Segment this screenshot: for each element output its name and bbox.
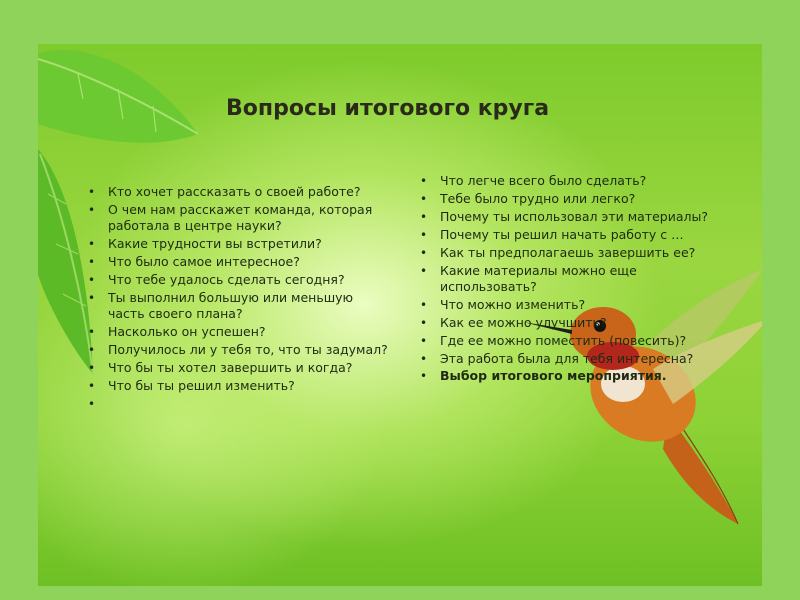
bullet-icon: • [88, 255, 96, 270]
bullet-icon: • [88, 273, 96, 288]
bullet-icon: • [420, 297, 428, 312]
list-item: • Где ее можно поместить (повесить)? [420, 332, 687, 348]
list-item: • Как ее можно улучшить? [420, 314, 607, 330]
bullet-icon: • [88, 325, 96, 340]
list-item: • Что можно изменить? [420, 296, 586, 312]
bullet-icon: • [420, 315, 428, 330]
list-item: • Какие трудности вы встретили? [88, 236, 322, 252]
list-item: • Кто хочет рассказать о своей работе? [88, 184, 361, 199]
bullet-icon: • [420, 369, 428, 384]
bullet-icon: • [420, 333, 428, 348]
list-item: • Насколько он успешен? [88, 324, 266, 340]
bullet-icon: • [420, 351, 428, 366]
bullet-icon: • [420, 263, 428, 278]
bullet-icon: • [88, 343, 96, 358]
list-item: • Ты выполнил большую или меньшую часть своего плана? [88, 289, 354, 322]
bullet-icon: • [420, 245, 428, 260]
list-item: • Эта работа была для тебя интересна? [420, 350, 694, 366]
left-question-list [88, 184, 388, 411]
list-item: • Почему ты решил начать работу с … [420, 226, 684, 242]
bullet-icon: • [420, 209, 428, 224]
bullet-icon: • [88, 202, 96, 217]
slide-title: Вопросы итогового круга [226, 96, 550, 121]
list-item: • Что бы ты решил изменить? [88, 377, 295, 393]
bullet-icon: • [88, 290, 96, 305]
bullet-icon: • [88, 237, 96, 252]
bullet-icon: • [420, 227, 428, 242]
bullet-icon: • [420, 191, 428, 206]
bullet-icon: • [88, 396, 96, 411]
bullet-icon: • [88, 361, 96, 376]
bullet-icon: • [88, 378, 96, 393]
list-item: • О чем нам расскажет команда, которая работала в центре науки? [88, 201, 373, 234]
list-item: • Что тебе удалось сделать сегодня? [88, 272, 345, 288]
slide [38, 44, 762, 586]
right-question-list [420, 173, 720, 386]
list-item: • Выбор итогового мероприятия. [420, 368, 667, 384]
list-item: • Что легче всего было сделать? [420, 173, 647, 188]
bullet-icon: • [420, 174, 428, 188]
list-item: • Что было самое интересное? [88, 254, 300, 270]
list-item: • Тебе было трудно или легко? [420, 190, 636, 206]
list-item: • Какие материалы можно еще использовать? [420, 262, 637, 294]
list-item: • Получилось ли у тебя то, что ты задумал? [88, 342, 388, 358]
list-item: • Что бы ты хотел завершить и когда? [88, 360, 353, 376]
list-item: • Как ты предполагаешь завершить ее? [420, 244, 696, 260]
list-item: • Почему ты использовал эти материалы? [420, 208, 709, 224]
bullet-icon: • [88, 185, 96, 199]
